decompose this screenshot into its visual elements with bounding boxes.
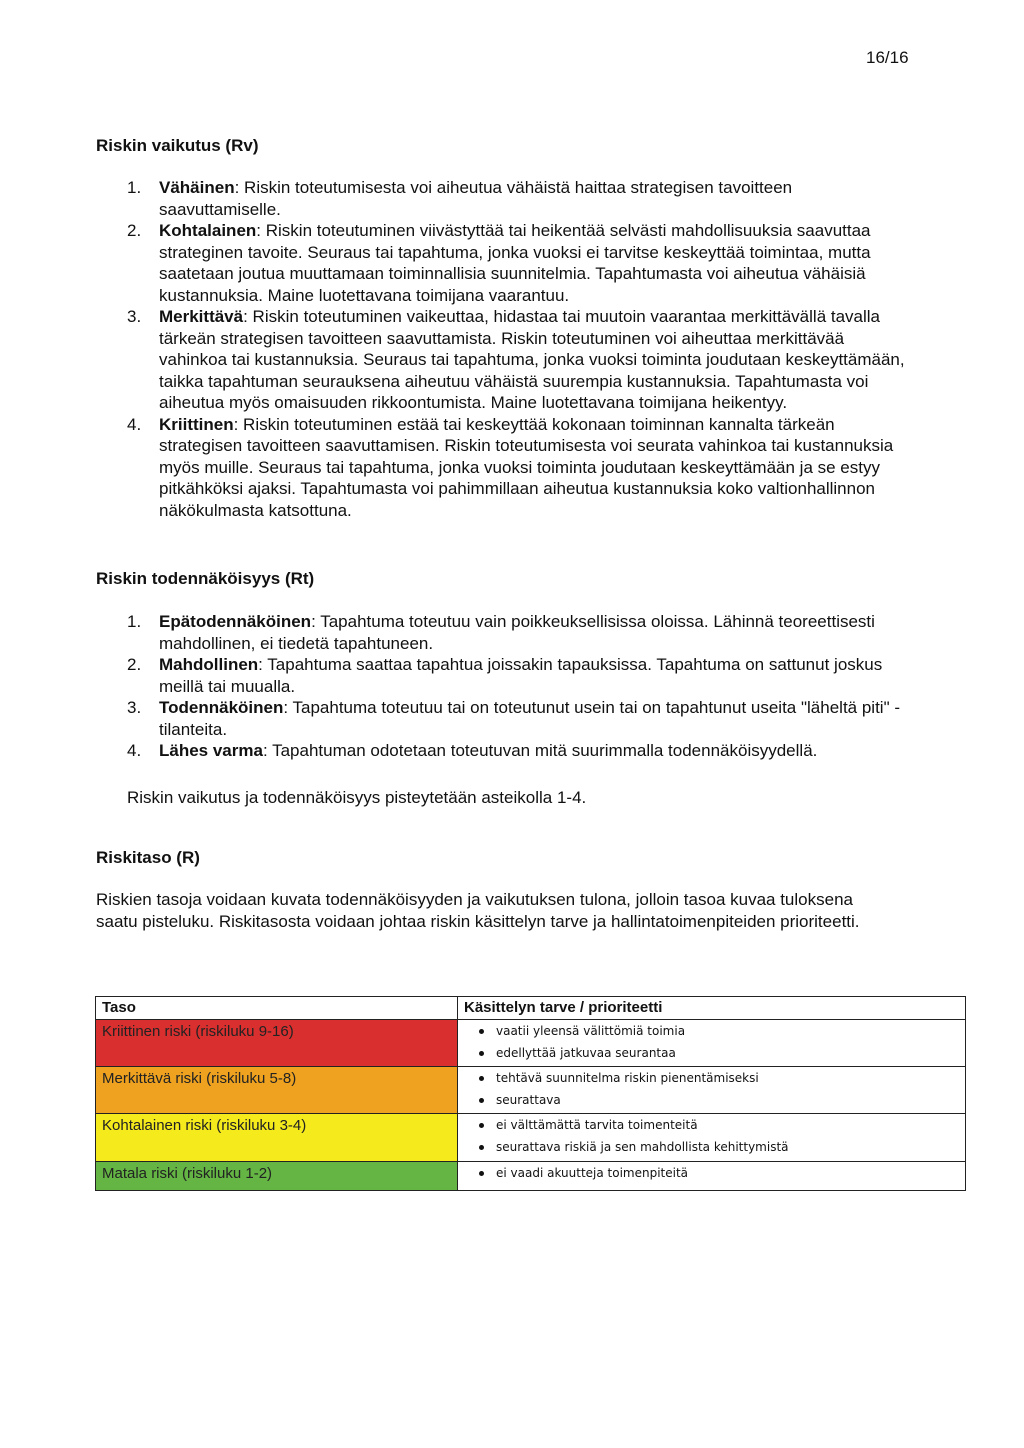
column-header-priority: Käsittelyn tarve / prioriteetti [458, 997, 966, 1020]
probability-heading: Riskin todennäköisyys (Rt) [96, 569, 315, 588]
list-item: ei välttämättä tarvita toimenteitä [466, 1114, 965, 1136]
item-text: : Tapahtuma saattaa tapahtua joissakin tapauksissa. Tapahtuma on sattunut joskus meillä tai muualla. [159, 655, 883, 696]
item-number: 2. [127, 221, 142, 240]
level-cell-low [96, 1161, 458, 1190]
item-number: 1. [127, 178, 142, 197]
list-item [96, 220, 906, 306]
item-term: Vähäinen [159, 178, 235, 197]
item-text: : Riskin toteutuminen estää tai keskeyttää kokonaan toiminnan kannalta tärkeän strategisen tavoitteen saavuttamisen. Riskin toteutumisesta voi seurata vahinkoa tai kustannuksia myös muille. Seuraus tai tapahtuma, jonka vuoksi toiminta joudutaan keskeyttämään ja se estyy pitkähköksi ajaksi. Tapahtumasta voi pahimmillaan aiheutua kustannuksia koko valtionhallinnon näkökulmasta katsottuna. [159, 414, 894, 520]
item-text: : Riskin toteutumisesta voi aiheutua vähäistä haittaa strategisen tavoitteen saavuttamiselle. [159, 178, 793, 219]
list-item [96, 654, 906, 697]
item-term: Kriittinen [159, 414, 234, 434]
level-label: Kohtalainen riski (riskiluku 3-4) [102, 1117, 307, 1135]
priority-cell [458, 1067, 966, 1114]
level-label: Kriittinen riski (riskiluku 9-16) [102, 1023, 294, 1040]
list-item [96, 306, 906, 414]
item-number: 1. [127, 612, 142, 631]
list-item [96, 697, 906, 740]
priority-list [466, 1020, 965, 1064]
level-label: Merkittävä riski (riskiluku 5-8) [102, 1070, 297, 1088]
item-number: 2. [127, 655, 142, 674]
list-item: edellyttää jatkuvaa seurantaa [466, 1042, 965, 1064]
priority-list [466, 1114, 965, 1158]
risk-level-table [95, 996, 966, 1191]
risk-level-heading: Riskitaso (R) [96, 848, 200, 867]
level-cell-significant [96, 1067, 458, 1114]
risk-level-paragraph: Riskien tasoja voidaan kuvata todennäköisyyden ja vaikutuksen tulona, jolloin tasoa kuvaa tuloksena saatu pisteluku. Riskitasosta voidaan johtaa riskin käsittelyn tarve ja hallintatoimenpiteiden prioriteetti. [96, 890, 860, 931]
priority-cell [458, 1020, 966, 1067]
item-term: Merkittävä [159, 307, 244, 326]
list-item: tehtävä suunnitelma riskin pienentämiseksi [466, 1067, 965, 1089]
table-row [96, 1114, 966, 1161]
probability-list [96, 611, 906, 762]
table-row [96, 1067, 966, 1114]
item-term: Todennäköinen [159, 698, 284, 717]
column-header-level: Taso [96, 997, 458, 1020]
priority-cell [458, 1161, 966, 1190]
list-item [96, 414, 906, 522]
table-row [96, 1161, 966, 1190]
item-number: 4. [127, 414, 142, 434]
list-item: seurattava riskiä ja sen mahdollista kehittymistä [466, 1136, 965, 1158]
impact-list [96, 177, 906, 521]
item-text: : Riskin toteutuminen vaikeuttaa, hidastaa tai muutoin vaarantaa merkittävällä tavalla tärkeän strategisen tavoitteen saavuttamista. Riskin toteutuminen voi aiheuttaa merkittävää vahinkoa tai kustannuksia. Seuraus tai tapahtuma, jonka vuoksi toiminta joudutaan keskeyttämään, taikka tapahtuman seurauksena aiheutuu vähäistä suurempia kustannuksia. Tapahtumasta voi aiheutua myös omaisuuden rikkoontumista. Maine luotettavana toimijana heikentyy. [159, 307, 905, 412]
priority-list [466, 1162, 965, 1184]
level-cell-moderate [96, 1114, 458, 1161]
level-label: Matala riski (riskiluku 1-2) [102, 1164, 273, 1182]
scoring-note: Riskin vaikutus ja todennäköisyys pisteytetään asteikolla 1-4. [127, 788, 587, 807]
item-text: : Tapahtuman odotetaan toteutuvan mitä suurimmalla todennäköisyydellä. [262, 741, 818, 760]
item-text: : Tapahtuma toteutuu tai on toteutunut usein tai on tapahtunut useita "läheltä piti" -tilanteita. [159, 698, 900, 739]
priority-list [466, 1067, 965, 1111]
item-term: Epätodennäköinen [159, 612, 312, 631]
list-item: ei vaadi akuutteja toimenpiteitä [466, 1162, 965, 1184]
priority-cell [458, 1114, 966, 1161]
item-number: 3. [127, 307, 142, 326]
item-term: Kohtalainen [159, 221, 257, 240]
table-row [96, 1020, 966, 1067]
table-header-row [96, 997, 966, 1020]
item-text: : Tapahtuma toteutuu vain poikkeuksellisissa oloissa. Lähinnä teoreettisesti mahdollinen, ei tiedetä tapahtuneen. [159, 612, 875, 653]
item-number: 3. [127, 698, 142, 717]
level-cell-critical [96, 1020, 458, 1067]
list-item: vaatii yleensä välittömiä toimia [466, 1020, 965, 1042]
list-item: seurattava [466, 1089, 965, 1111]
item-text: : Riskin toteutuminen viivästyttää tai heikentää selvästi mahdollisuuksia saavuttaa strateginen tavoite. Seuraus tai tapahtuma, jonka vuoksi ei tarvitse keskeyttää toimintaa, mutta saatetaan joutua muuttamaan toiminnallisia suunnitelmia. Tapahtumasta voi aiheutua vähäisiä kustannuksia. Maine luotettavana toimijana vaarantuu. [159, 221, 871, 305]
item-term: Lähes varma [159, 741, 263, 760]
impact-heading: Riskin vaikutus (Rv) [96, 136, 259, 155]
item-term: Mahdollinen [159, 655, 259, 674]
list-item [96, 177, 906, 220]
page-number: 16/16 [866, 48, 909, 67]
list-item [96, 611, 906, 654]
list-item [96, 740, 906, 762]
item-number: 4. [127, 741, 142, 760]
